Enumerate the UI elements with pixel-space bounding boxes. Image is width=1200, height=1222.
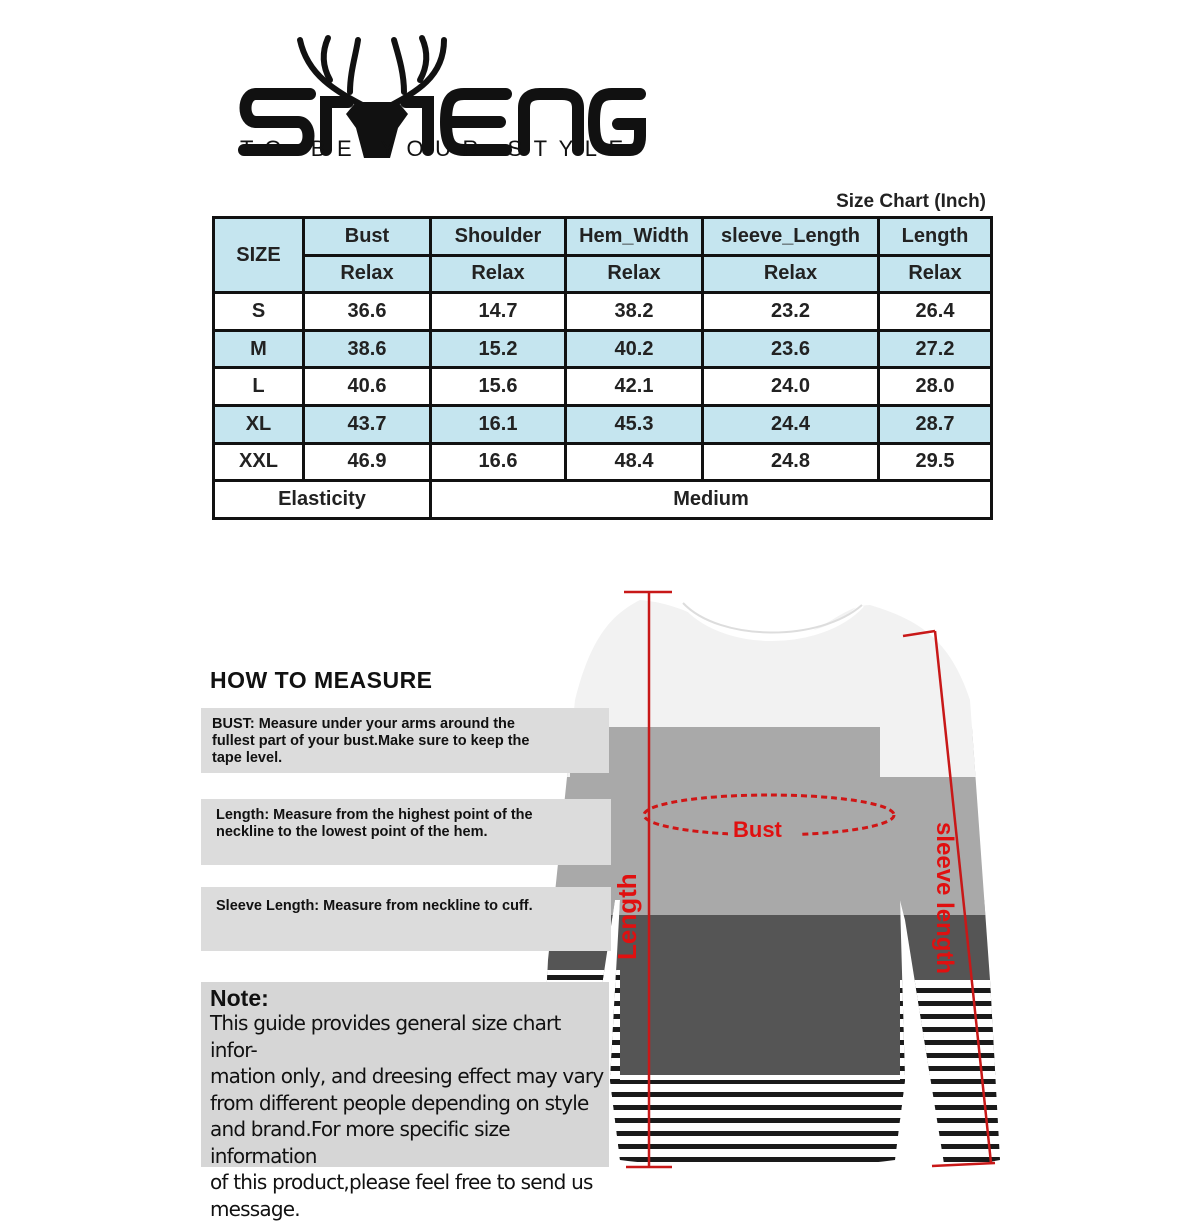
size-cell: XL (214, 405, 304, 443)
header-hem-width: Hem_Width (566, 218, 703, 256)
bust-cell: 38.6 (304, 330, 431, 368)
shoulder-cell: 14.7 (431, 293, 566, 331)
bust-cell: 36.6 (304, 293, 431, 331)
fit-shoulder: Relax (431, 255, 566, 293)
bust-cell: 43.7 (304, 405, 431, 443)
table-header-row (214, 218, 992, 256)
shoulder-cell: 15.6 (431, 368, 566, 406)
elasticity-label: Elasticity (214, 481, 431, 519)
table-row (214, 293, 992, 331)
bust-instructions (201, 708, 609, 773)
shoulder-cell: 16.6 (431, 443, 566, 481)
table-fit-row (214, 255, 992, 293)
header-length: Length (879, 218, 992, 256)
length-cell: 28.0 (879, 368, 992, 406)
note-line: message. (210, 1196, 609, 1222)
size-cell: S (214, 293, 304, 331)
table-row (214, 330, 992, 368)
table-row (214, 368, 992, 406)
sleeve-length-cell: 23.2 (703, 293, 879, 331)
brand-tagline: TO BE YOUR STYLE (240, 136, 650, 162)
hem-width-cell: 48.4 (566, 443, 703, 481)
hem-width-cell: 40.2 (566, 330, 703, 368)
elasticity-value: Medium (431, 481, 992, 519)
size-cell: M (214, 330, 304, 368)
size-cell: L (214, 368, 304, 406)
size-chart-caption: Size Chart (Inch) (836, 191, 986, 213)
table-row (214, 405, 992, 443)
sleeve-length-cell: 24.8 (703, 443, 879, 481)
fit-hem-width: Relax (566, 255, 703, 293)
size-chart-table (212, 216, 993, 520)
table-row (214, 443, 992, 481)
hem-width-cell: 45.3 (566, 405, 703, 443)
fit-length: Relax (879, 255, 992, 293)
length-instruction-line: Length: Measure from the highest point of the (216, 807, 611, 824)
note-line: and brand.For more specific size information (210, 1116, 609, 1169)
note-line: from different people depending on style (210, 1090, 609, 1117)
bust-label: Bust (733, 817, 782, 843)
length-cell: 27.2 (879, 330, 992, 368)
length-cell: 26.4 (879, 293, 992, 331)
note-line: mation only, and dreesing effect may vary (210, 1063, 609, 1090)
header-bust: Bust (304, 218, 431, 256)
length-instructions (201, 799, 611, 865)
bust-instruction-line: BUST: Measure under your arms around the (212, 716, 609, 733)
note-title: Note: (210, 986, 609, 1010)
header-sleeve-length: sleeve_Length (703, 218, 879, 256)
bust-instruction-line: fullest part of your bust.Make sure to keep the (212, 733, 609, 750)
sleeve-instruction-line: Sleeve Length: Measure from neckline to cuff. (216, 898, 611, 915)
fit-sleeve-length: Relax (703, 255, 879, 293)
note-box (201, 982, 609, 1167)
length-label: Length (612, 873, 643, 960)
shoulder-cell: 16.1 (431, 405, 566, 443)
bust-instruction-line: tape level. (212, 750, 609, 767)
bust-cell: 46.9 (304, 443, 431, 481)
header-size: SIZE (214, 218, 304, 293)
bust-cell: 40.6 (304, 368, 431, 406)
fit-bust: Relax (304, 255, 431, 293)
elasticity-row (214, 481, 992, 519)
sleeve-length-cell: 24.0 (703, 368, 879, 406)
length-cell: 29.5 (879, 443, 992, 481)
note-line: This guide provides general size chart infor- (210, 1010, 609, 1063)
hem-width-cell: 38.2 (566, 293, 703, 331)
sleeve-length-cell: 24.4 (703, 405, 879, 443)
hem-width-cell: 42.1 (566, 368, 703, 406)
length-cell: 28.7 (879, 405, 992, 443)
sleeve-length-label: sleeve length (930, 822, 958, 974)
sleeve-length-cell: 23.6 (703, 330, 879, 368)
how-to-measure-title: HOW TO MEASURE (210, 667, 433, 694)
length-instruction-line: neckline to the lowest point of the hem. (216, 824, 611, 841)
note-line: of this product,please feel free to send us (210, 1169, 609, 1196)
shoulder-cell: 15.2 (431, 330, 566, 368)
size-cell: XXL (214, 443, 304, 481)
header-shoulder: Shoulder (431, 218, 566, 256)
sleeve-instructions (201, 887, 611, 951)
